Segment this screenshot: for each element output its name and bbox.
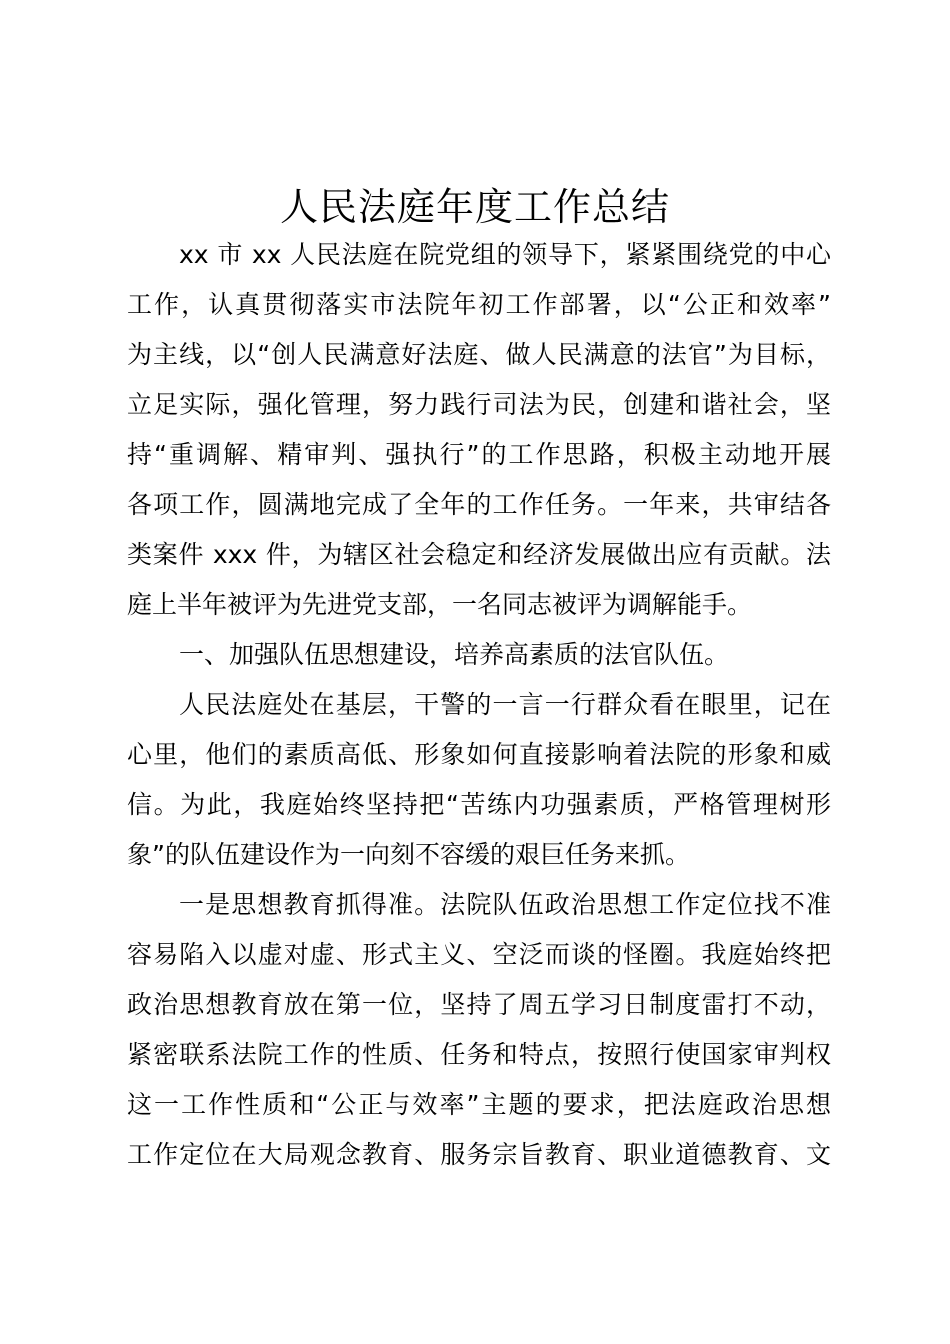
- text-line: 一是思想教育抓得准。法院队伍政治思想工作定位找不准: [179, 890, 831, 919]
- text-line: 容易陷入以虚对虚、形式主义、空泛而谈的怪圈。我庭始终把: [127, 940, 831, 969]
- text-line: 工作，认真贯彻落实市法院年初工作部署，以“公正和效率”: [127, 290, 831, 319]
- text-line: 人民法庭处在基层，干警的一言一行群众看在眼里，记在: [179, 690, 831, 719]
- text-line: 持“重调解、精审判、强执行”的工作思路，积极主动地开展: [127, 440, 831, 469]
- document-body: [127, 230, 831, 1180]
- text-line: 类案件 xxx 件，为辖区社会稳定和经济发展做出应有贡献。法: [127, 540, 831, 569]
- text-line: 信。为此，我庭始终坚持把“苦练内功强素质，严格管理树形: [127, 790, 831, 819]
- text-line: 工作定位在大局观念教育、服务宗旨教育、职业道德教育、文: [127, 1140, 831, 1169]
- text-line: 象”的队伍建设作为一向刻不容缓的艰巨任务来抓。: [127, 840, 690, 869]
- text-line: 紧密联系法院工作的性质、任务和特点，按照行使国家审判权: [127, 1040, 831, 1069]
- text-line: 为主线，以“创人民满意好法庭、做人民满意的法官”为目标，: [127, 340, 831, 369]
- text-line: 政治思想教育放在第一位，坚持了周五学习日制度雷打不动，: [127, 990, 831, 1019]
- text-line: 各项工作，圆满地完成了全年的工作任务。一年来，共审结各: [127, 490, 831, 519]
- section-heading: 一、加强队伍思想建设，培养高素质的法官队伍。: [179, 640, 730, 669]
- text-line: 心里，他们的素质高低、形象如何直接影响着法院的形象和威: [127, 740, 831, 769]
- text-line: 这一工作性质和“公正与效率”主题的要求，把法庭政治思想: [127, 1090, 831, 1119]
- text-line: xx 市 xx 人民法庭在院党组的领导下，紧紧围绕党的中心: [179, 240, 831, 269]
- text-line: 庭上半年被评为先进党支部，一名同志被评为调解能手。: [127, 590, 753, 619]
- document-title: 人民法庭年度工作总结: [279, 185, 670, 229]
- text-line: 立足实际，强化管理，努力践行司法为民，创建和谐社会，坚: [127, 390, 831, 419]
